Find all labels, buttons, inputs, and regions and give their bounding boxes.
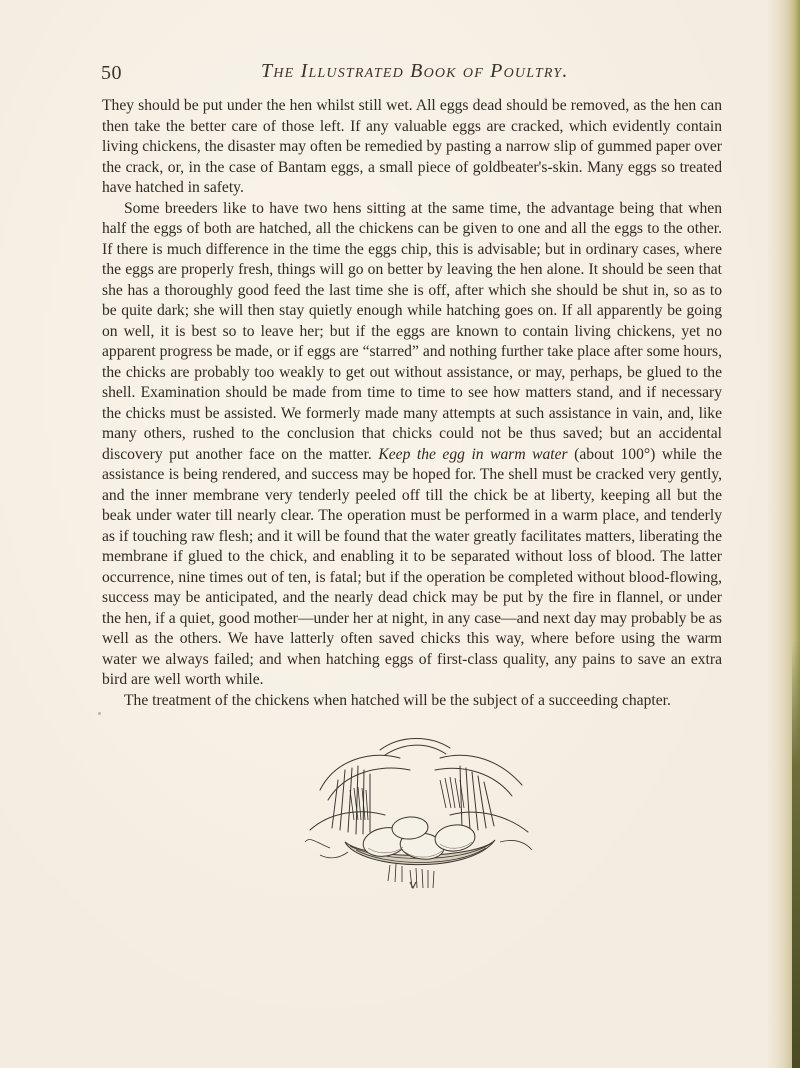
paragraph-hatching-part1: Some breeders like to have two hens sitting at the same time, the advantage being that when half the eggs of both are hatched, all the chickens can be given to one and all the eggs to the other. If there is much difference in the time the eggs chip, this is advisable; but in ordinary cases, where the eggs are properly fresh, things will go on better by leaving the hen alone. It should be seen that she has a thoroughly good feed the last time she is off, after which she should be shut in, so as to be quite dark; she will then stay quietly enough while hatching goes on. If all apparently be going on well, it is best so to leave her; but if the eggs are known to contain living chickens, yet no apparent progress be made, or if eggs are “starred” and nothing further take place after some hours, the chicks are probably too weakly to get out without assistance, or may, perhaps, be glued to the shell. Examination should be made from time to time to see how matters stand, and if necessary the chicks must be assisted. We formerly made many attempts at such assistance in vain, and, like many others, rushed to the conclusion that chicks could not be thus saved; but an accidental discovery put another face on the matter. xyxy=(102,199,722,463)
paragraph-eggs-removal: They should be put under the hen whilst still wet. All eggs dead should be removed, as the hen can then take the better care of those left. If any valuable eggs are cracked, which evidently contain living chickens, the disaster may often be remedied by pasting a narrow slip of gummed paper over the crack, or, in the case of Bantam eggs, a small piece of goldbeater's-skin. Many eggs so treated have hatched in safety. xyxy=(102,97,722,196)
page-header xyxy=(101,56,721,96)
italic-emphasis-warm-water: Keep the egg in warm water xyxy=(378,445,568,463)
nest-with-eggs-icon xyxy=(290,730,540,890)
print-speck xyxy=(98,712,101,715)
paragraph-next-chapter: The treatment of the chickens when hatched will be the subject of a succeeding chapter. xyxy=(124,691,671,709)
page-edge-binding xyxy=(792,640,800,1068)
paragraph-hatching-assistance xyxy=(102,199,722,691)
body-text xyxy=(102,96,722,711)
page-number: 50 xyxy=(101,62,122,84)
paragraph-hatching-part2: (about 100°) while the assistance is being rendered, and success may be hoped for. The shell must be cracked very gently, and the inner membrane very tenderly peeled off till the chick be at liberty, keeping all but the beak under water till nearly clear. The operation must be performed in a warm place, and tenderly as if touching raw flesh; and it will be found that the water greatly facilitates matters, liberating the membrane if glued to the chick, and enabling it to be separated without loss of blood. The latter occurrence, nine times out of ten, is fatal; but if the operation be completed without blood-flowing, success may be anticipated, and the nearly dead chick may be put by the fire in flannel, or under the hen, if a quiet, good mother—under her at night, in any case—and next day may probably be as well as the others. We have latterly often saved chicks this way, where before using the warm water we always failed; and when hatching eggs of first-class quality, any pains to save an extra bird are well worth while. xyxy=(102,445,723,688)
running-title: The Illustrated Book of Poultry. xyxy=(261,60,569,82)
